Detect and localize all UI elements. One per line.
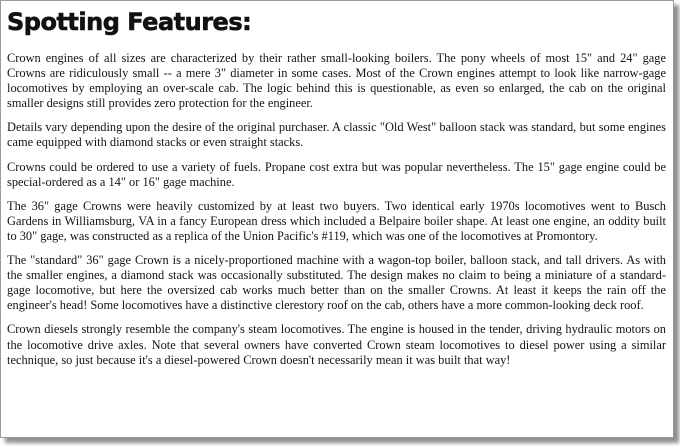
paragraph-diesels: Crown diesels strongly resemble the company's steam locomotives. The engine is housed in the tender, driving hydraulic motors on the locomotive drive axles. Note that several owners have converted Crown steam locomotives to diesel power using a similar technique, so just because it's a diesel-powered Crown doesn't necessarily mean it was built that way! [7, 322, 666, 367]
paragraph-stacks: Details vary depending upon the desire of the original purchaser. A classic "Old West" balloon stack was standard, but some engines came equipped with diamond stacks or even straight stacks. [7, 120, 666, 150]
paragraph-36-gage-custom: The 36" gage Crowns were heavily customized by at least two buyers. Two identical early 1970s locomotives went to Busch Gardens in Williamsburg, VA in a fancy European dress which included a Belpaire boiler shape. At least one engine, an oddity built to 30" gage, was constructed as a replica of the Union Pacific's #119, which was one of the locomotives at Promontory. [7, 198, 666, 243]
paragraph-fuels: Crowns could be ordered to use a variety of fuels. Propane cost extra but was popular nevertheless. The 15" gage engine could be special-ordered as a 14" or 16" gage machine. [7, 159, 666, 189]
paragraph-standard-crown: The "standard" 36" gage Crown is a nicely-proportioned machine with a wagon-top boiler, balloon stack, and tall drivers. As with the smaller engines, a diamond stack was occasionally substituted. The design makes no claim to being a miniature of a standard-gage locomotive, but here the oversized cab works much better than on the smaller Crowns. At least it keeps the rain off the engineer's head! Some locomotives have a distinctive clerestory roof on the cab, others have a more common-looking deck roof. [7, 253, 666, 313]
paragraph-boilers: Crown engines of all sizes are characterized by their rather small-looking boilers. The pony wheels of most 15" and 24" gage Crowns are ridiculously small -- a mere 3" diameter in some cases. Most of the Crown engines attempt to look like narrow-gage locomotives by employing an over-scale cab. The logic behind this is questionable, as even so enlarged, the cab on the original smaller designs still provides zero protection for the engineer. [7, 51, 666, 111]
article-body [7, 51, 666, 377]
page-title: Spotting Features: [7, 8, 252, 36]
